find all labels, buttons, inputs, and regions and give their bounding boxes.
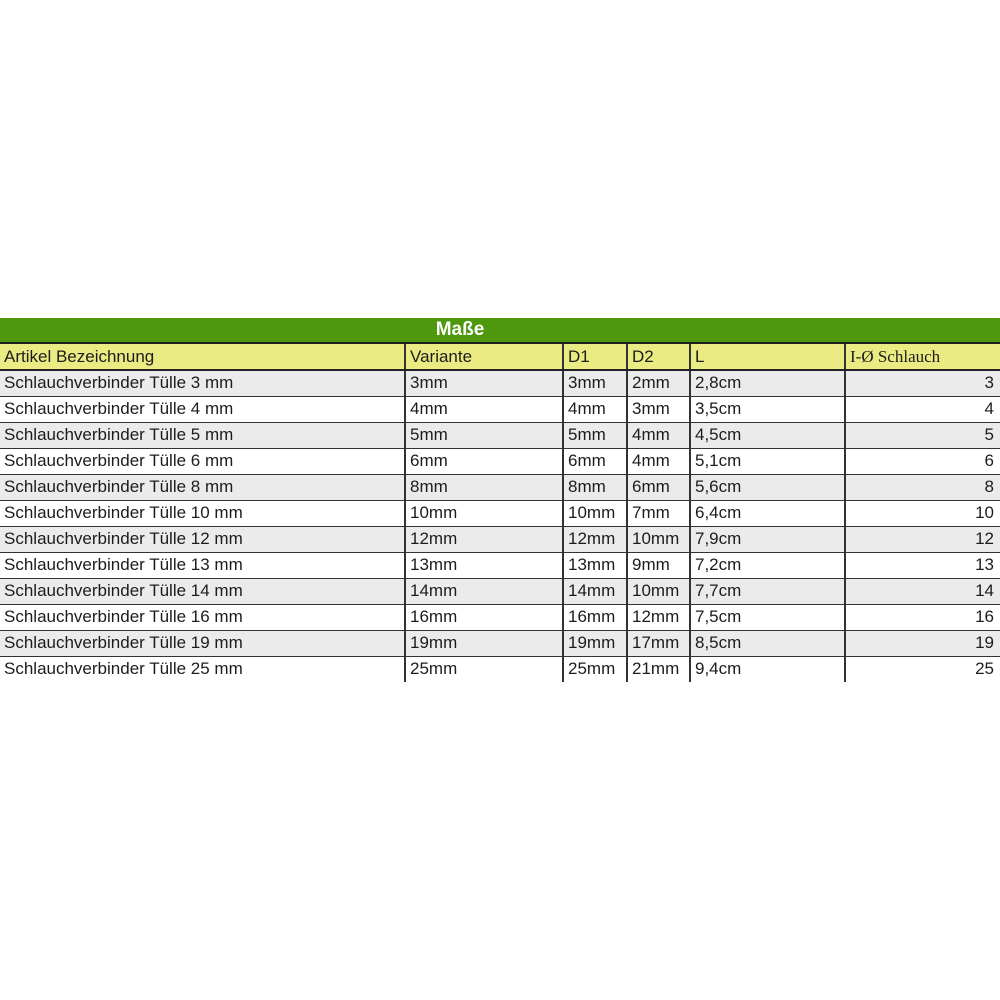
cell-d2: 12mm [627,604,690,630]
cell-artikel-bezeichnung: Schlauchverbinder Tülle 19 mm [0,630,405,656]
cell-artikel-bezeichnung: Schlauchverbinder Tülle 16 mm [0,604,405,630]
cell-d2: 4mm [627,448,690,474]
cell-artikel-bezeichnung: Schlauchverbinder Tülle 10 mm [0,500,405,526]
cell-i-durchmesser-schlauch: 19 [845,630,1000,656]
cell-d2: 2mm [627,370,690,396]
cell-i-durchmesser-schlauch: 3 [845,370,1000,396]
cell-d2: 10mm [627,526,690,552]
cell-d2: 6mm [627,474,690,500]
column-header-l: L [690,344,845,370]
cell-d1: 3mm [563,370,627,396]
cell-artikel-bezeichnung: Schlauchverbinder Tülle 5 mm [0,422,405,448]
cell-variante: 25mm [405,656,563,682]
column-header-artikel-bezeichnung: Artikel Bezeichnung [0,344,405,370]
cell-l: 7,5cm [690,604,845,630]
cell-d2: 3mm [627,396,690,422]
table-row [0,422,1000,448]
cell-i-durchmesser-schlauch: 8 [845,474,1000,500]
table-row [0,604,1000,630]
table-row [0,526,1000,552]
cell-d2: 7mm [627,500,690,526]
cell-d1: 16mm [563,604,627,630]
cell-i-durchmesser-schlauch: 25 [845,656,1000,682]
cell-d1: 10mm [563,500,627,526]
cell-variante: 19mm [405,630,563,656]
cell-variante: 12mm [405,526,563,552]
cell-d2: 10mm [627,578,690,604]
dimensions-table [0,344,1000,682]
column-header-d2: D2 [627,344,690,370]
table-row [0,656,1000,682]
cell-l: 8,5cm [690,630,845,656]
cell-d1: 14mm [563,578,627,604]
cell-i-durchmesser-schlauch: 13 [845,552,1000,578]
cell-l: 7,2cm [690,552,845,578]
cell-variante: 3mm [405,370,563,396]
column-header-d1: D1 [563,344,627,370]
cell-i-durchmesser-schlauch: 14 [845,578,1000,604]
table-row [0,552,1000,578]
cell-artikel-bezeichnung: Schlauchverbinder Tülle 6 mm [0,448,405,474]
table-row [0,630,1000,656]
column-header-i-durchmesser-schlauch: I-Ø Schlauch [845,344,1000,370]
cell-l: 5,6cm [690,474,845,500]
table-header-row [0,344,1000,370]
cell-l: 7,7cm [690,578,845,604]
cell-variante: 8mm [405,474,563,500]
cell-artikel-bezeichnung: Schlauchverbinder Tülle 13 mm [0,552,405,578]
cell-variante: 14mm [405,578,563,604]
cell-l: 6,4cm [690,500,845,526]
cell-d1: 12mm [563,526,627,552]
cell-l: 7,9cm [690,526,845,552]
cell-l: 2,8cm [690,370,845,396]
cell-variante: 13mm [405,552,563,578]
cell-variante: 16mm [405,604,563,630]
cell-i-durchmesser-schlauch: 6 [845,448,1000,474]
table-row [0,370,1000,396]
table-row [0,396,1000,422]
cell-d1: 5mm [563,422,627,448]
cell-i-durchmesser-schlauch: 4 [845,396,1000,422]
cell-artikel-bezeichnung: Schlauchverbinder Tülle 25 mm [0,656,405,682]
cell-artikel-bezeichnung: Schlauchverbinder Tülle 8 mm [0,474,405,500]
cell-d1: 25mm [563,656,627,682]
dimensions-table-section [0,318,1000,682]
cell-d1: 4mm [563,396,627,422]
cell-d2: 21mm [627,656,690,682]
cell-l: 9,4cm [690,656,845,682]
table-title: Maße [435,319,485,340]
cell-d2: 9mm [627,552,690,578]
column-header-variante: Variante [405,344,563,370]
cell-artikel-bezeichnung: Schlauchverbinder Tülle 3 mm [0,370,405,396]
cell-d2: 17mm [627,630,690,656]
table-row [0,448,1000,474]
table-row [0,500,1000,526]
cell-i-durchmesser-schlauch: 16 [845,604,1000,630]
cell-artikel-bezeichnung: Schlauchverbinder Tülle 14 mm [0,578,405,604]
cell-d1: 13mm [563,552,627,578]
cell-l: 3,5cm [690,396,845,422]
cell-d2: 4mm [627,422,690,448]
cell-i-durchmesser-schlauch: 10 [845,500,1000,526]
cell-variante: 6mm [405,448,563,474]
table-title-band [0,318,1000,344]
cell-variante: 4mm [405,396,563,422]
table-row [0,578,1000,604]
cell-artikel-bezeichnung: Schlauchverbinder Tülle 4 mm [0,396,405,422]
cell-i-durchmesser-schlauch: 12 [845,526,1000,552]
cell-d1: 19mm [563,630,627,656]
cell-l: 4,5cm [690,422,845,448]
cell-i-durchmesser-schlauch: 5 [845,422,1000,448]
cell-variante: 10mm [405,500,563,526]
table-row [0,474,1000,500]
cell-d1: 8mm [563,474,627,500]
cell-d1: 6mm [563,448,627,474]
cell-variante: 5mm [405,422,563,448]
cell-artikel-bezeichnung: Schlauchverbinder Tülle 12 mm [0,526,405,552]
cell-l: 5,1cm [690,448,845,474]
